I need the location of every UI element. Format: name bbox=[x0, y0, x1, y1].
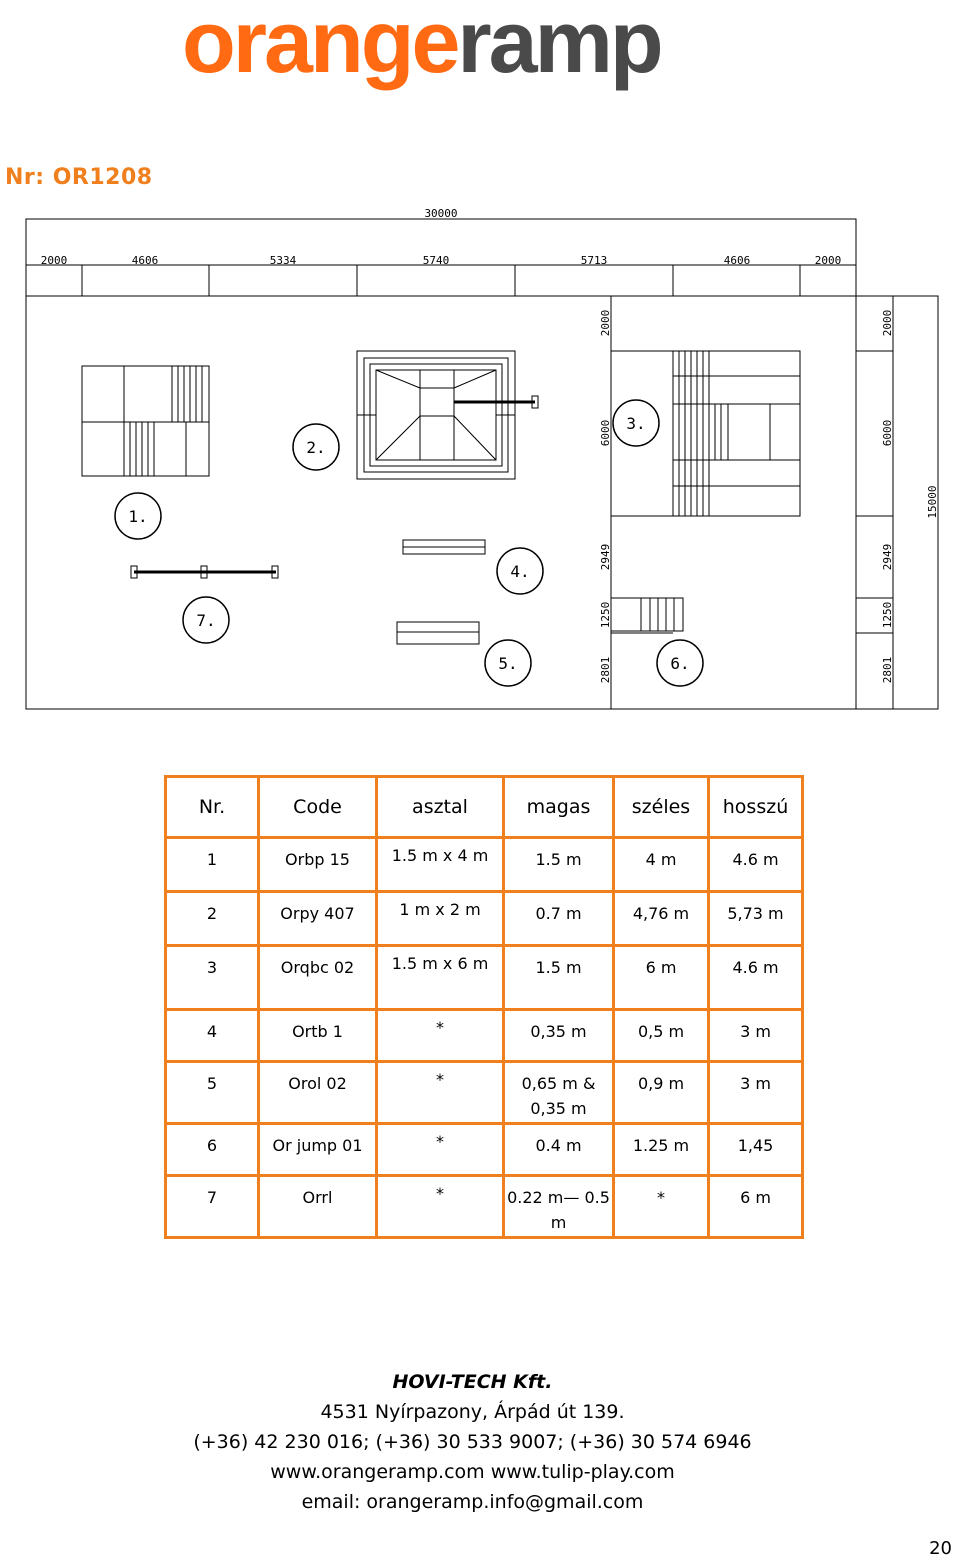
company-phones: (+36) 42 230 016; (+36) 30 533 9007; (+36) 30 574 6946 bbox=[193, 1431, 752, 1453]
table-cell: 0.4 m bbox=[504, 1124, 614, 1176]
table-cell: Orbp 15 bbox=[259, 838, 377, 892]
ramp-3-drawing bbox=[673, 351, 800, 516]
dimension-label: 4606 bbox=[131, 254, 159, 267]
table-cell: 4.6 m bbox=[709, 838, 803, 892]
marker-label: 6. bbox=[670, 654, 690, 673]
table-cell: 3 m bbox=[709, 1062, 803, 1124]
table-cell: 1 m x 2 m bbox=[377, 892, 504, 946]
dimension-label: 4606 bbox=[723, 254, 751, 267]
table-cell: 0,9 m bbox=[614, 1062, 709, 1124]
marker-label: 1. bbox=[128, 507, 148, 526]
floor-plan bbox=[0, 205, 960, 715]
header-cell: széles bbox=[614, 777, 709, 838]
table-cell: 6 m bbox=[614, 946, 709, 1010]
table-cell: Orol 02 bbox=[259, 1062, 377, 1124]
table-cell: 0.22 m— 0.5 m bbox=[504, 1176, 614, 1238]
table-cell: 1.25 m bbox=[614, 1124, 709, 1176]
orangeramp-logo bbox=[180, 0, 780, 95]
dimension-label: 2949 bbox=[881, 543, 894, 571]
table-row bbox=[166, 892, 803, 946]
table-row bbox=[166, 946, 803, 1010]
company-address: 4531 Nyírpazony, Árpád út 139. bbox=[320, 1401, 625, 1423]
table-cell: Or jump 01 bbox=[259, 1124, 377, 1176]
spec-table-wrapper bbox=[164, 775, 804, 1239]
jump-6-drawing bbox=[611, 598, 683, 631]
table-row bbox=[166, 1062, 803, 1124]
header-cell: Nr. bbox=[166, 777, 259, 838]
dimension-label: 5713 bbox=[580, 254, 608, 267]
table-cell: 1,45 bbox=[709, 1124, 803, 1176]
header-cell: Code bbox=[259, 777, 377, 838]
table-cell: * bbox=[377, 1010, 504, 1062]
table-cell: 4 m bbox=[614, 838, 709, 892]
ramp-1-drawing bbox=[82, 366, 209, 476]
dimension-label: 2000 bbox=[814, 254, 842, 267]
table-cell: 3 m bbox=[709, 1010, 803, 1062]
table-cell: 6 m bbox=[709, 1176, 803, 1238]
table-row bbox=[166, 838, 803, 892]
table-cell: Orqbc 02 bbox=[259, 946, 377, 1010]
ledge-5-drawing bbox=[397, 622, 479, 644]
dimension-label: 2801 bbox=[599, 656, 612, 684]
table-cell: Ortb 1 bbox=[259, 1010, 377, 1062]
marker-label: 7. bbox=[196, 611, 216, 630]
table-header-row bbox=[166, 777, 803, 838]
table-cell: 4.6 m bbox=[709, 946, 803, 1010]
table-row bbox=[166, 1176, 803, 1238]
table-cell: 4,76 m bbox=[614, 892, 709, 946]
table-cell: 5,73 m bbox=[709, 892, 803, 946]
dimension-label: 5740 bbox=[422, 254, 450, 267]
table-cell: * bbox=[377, 1176, 504, 1238]
dimension-label: 2949 bbox=[599, 543, 612, 571]
table-cell: 6 bbox=[166, 1124, 259, 1176]
page-number: 20 bbox=[929, 1538, 952, 1559]
table-row bbox=[166, 1010, 803, 1062]
table-cell: * bbox=[377, 1062, 504, 1124]
dimension-label: 1250 bbox=[599, 601, 612, 629]
company-name: HOVI-TECH Kft. bbox=[392, 1371, 553, 1393]
table-cell: 1 bbox=[166, 838, 259, 892]
dimension-label: 5334 bbox=[269, 254, 297, 267]
table-cell: 4 bbox=[166, 1010, 259, 1062]
header-cell: hosszú bbox=[709, 777, 803, 838]
pyramid-2-drawing bbox=[357, 351, 515, 479]
company-email: email: orangeramp.info@gmail.com bbox=[301, 1491, 644, 1513]
marker-label: 5. bbox=[498, 654, 518, 673]
document-number: Nr: OR1208 bbox=[5, 165, 153, 190]
header-cell: magas bbox=[504, 777, 614, 838]
table-row bbox=[166, 1124, 803, 1176]
marker-label: 3. bbox=[626, 414, 646, 433]
dimension-label: 2000 bbox=[40, 254, 68, 267]
table-cell: * bbox=[614, 1176, 709, 1238]
table-cell: 3 bbox=[166, 946, 259, 1010]
table-cell: 1.5 m x 4 m bbox=[377, 838, 504, 892]
header-cell: asztal bbox=[377, 777, 504, 838]
table-cell: 0,65 m & 0,35 m bbox=[504, 1062, 614, 1124]
table-cell: 0.7 m bbox=[504, 892, 614, 946]
dimension-label: 2000 bbox=[599, 309, 612, 337]
table-cell: Orrl bbox=[259, 1176, 377, 1238]
dimension-label: 6000 bbox=[881, 419, 894, 447]
table-cell: 1.5 m x 6 m bbox=[377, 946, 504, 1010]
marker-label: 4. bbox=[510, 562, 530, 581]
spec-table bbox=[164, 775, 804, 1239]
company-websites: www.orangeramp.com www.tulip-play.com bbox=[270, 1461, 675, 1483]
table-cell: * bbox=[377, 1124, 504, 1176]
logo-wordmark: orangeramp bbox=[182, 0, 661, 91]
table-cell: 2 bbox=[166, 892, 259, 946]
table-cell: 0,35 m bbox=[504, 1010, 614, 1062]
dimension-label: 15000 bbox=[926, 485, 939, 519]
table-cell: 1.5 m bbox=[504, 838, 614, 892]
dimension-label: 2801 bbox=[881, 656, 894, 684]
table-cell: 1.5 m bbox=[504, 946, 614, 1010]
dimension-label: 2000 bbox=[881, 309, 894, 337]
table-cell: 7 bbox=[166, 1176, 259, 1238]
dimension-label: 30000 bbox=[424, 207, 458, 220]
table-cell: 5 bbox=[166, 1062, 259, 1124]
dimension-label: 1250 bbox=[881, 601, 894, 629]
marker-label: 2. bbox=[306, 438, 326, 457]
table-cell: 0,5 m bbox=[614, 1010, 709, 1062]
dimension-label: 6000 bbox=[599, 419, 612, 447]
table-cell: Orpy 407 bbox=[259, 892, 377, 946]
